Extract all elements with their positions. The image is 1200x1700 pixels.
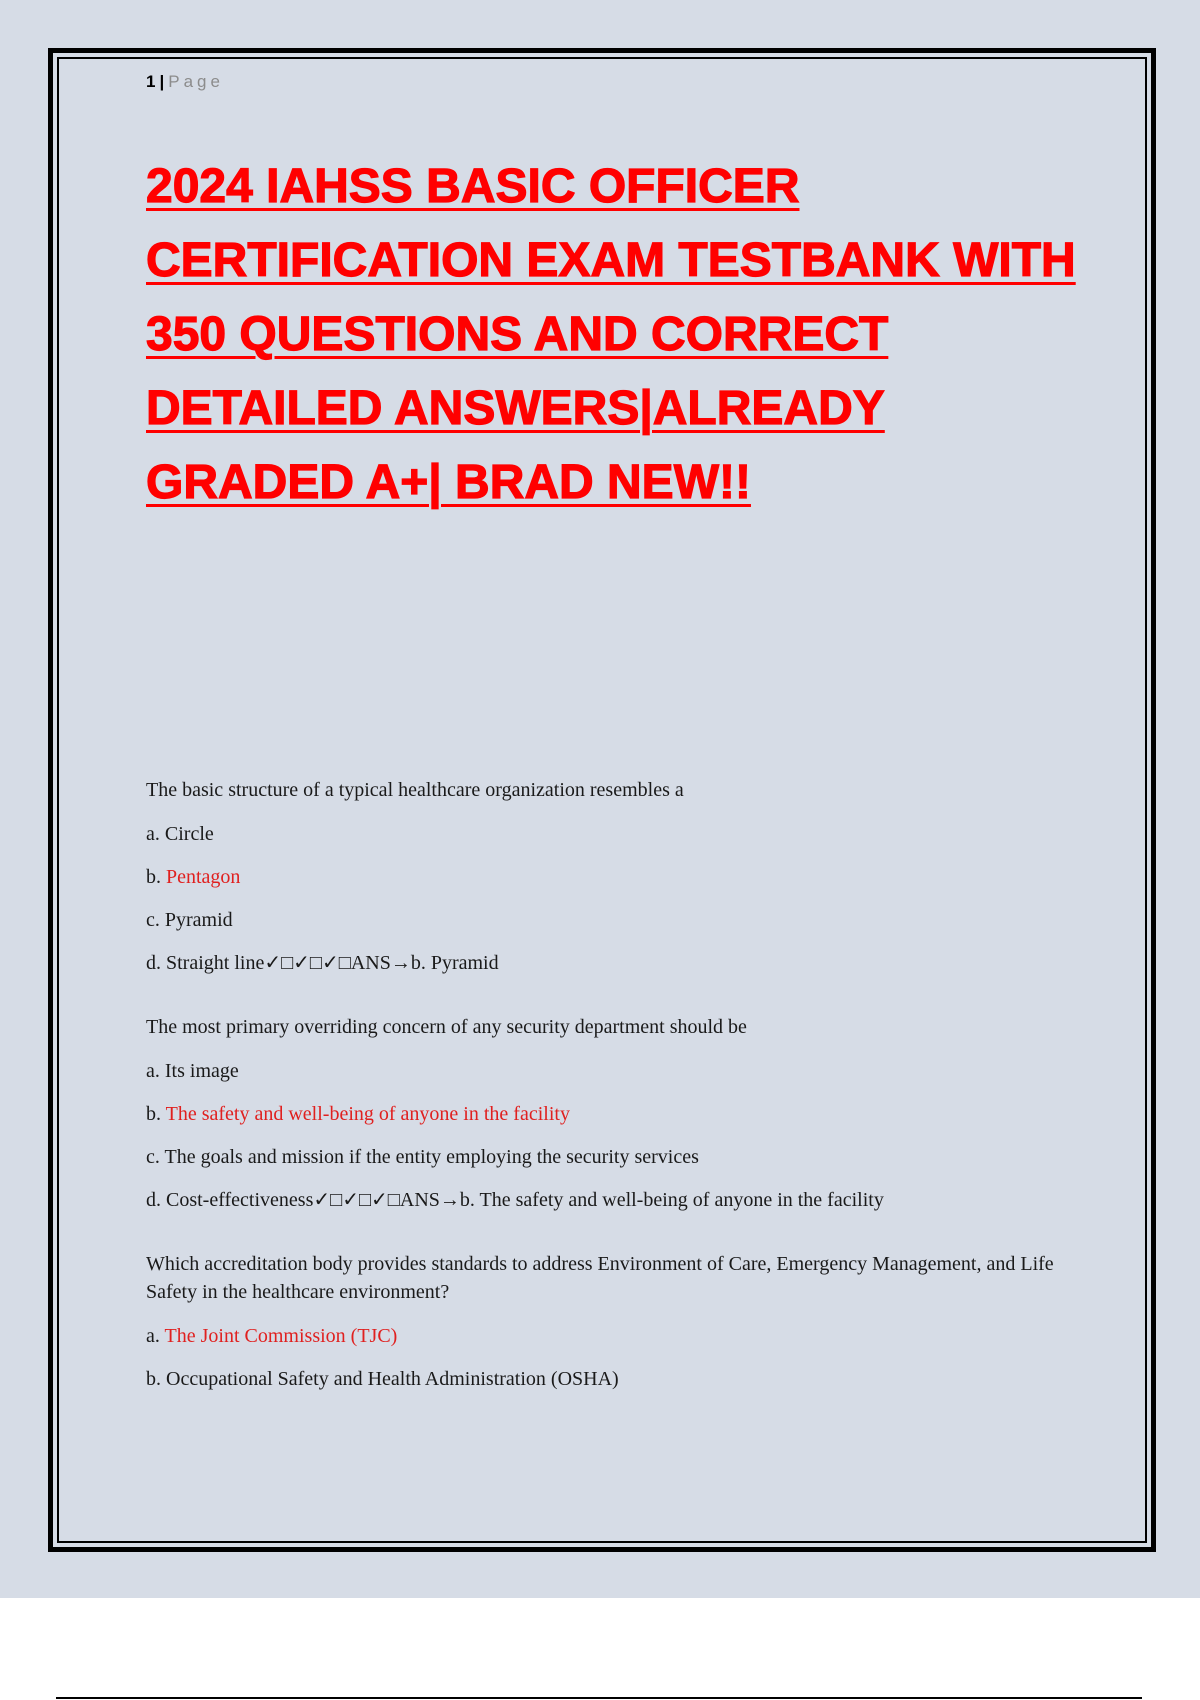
- option-label: d.: [146, 952, 161, 974]
- document-title: 2024 IAHSS BASIC OFFICER CERTIFICATION EXAM TESTBANK WITH 350 QUESTIONS AND CORRECT DETAILED ANSWERS|ALREADY GRADED A+| BRAD NEW!!: [146, 160, 1076, 509]
- option-b: [146, 1365, 1086, 1393]
- page-word: Page: [168, 72, 224, 91]
- option-text: Its image: [164, 1060, 239, 1082]
- option-a: [146, 1322, 1086, 1350]
- option-d: [146, 949, 1086, 977]
- question-3: [146, 1250, 1086, 1393]
- highlighted-answer: Pentagon: [166, 866, 241, 888]
- option-text: The goals and mission if the entity employing the security services: [164, 1146, 699, 1168]
- option-text: Pyramid: [164, 909, 233, 931]
- option-a: [146, 1057, 1086, 1085]
- highlighted-answer: The safety and well-being of anyone in the facility: [165, 1103, 570, 1125]
- option-d: [146, 1186, 1086, 1214]
- option-label: a.: [146, 823, 160, 845]
- option-label: b.: [146, 866, 161, 888]
- option-text: Cost-effectiveness✓□✓□✓□ANS→b. The safety and well-being of anyone in the facility: [166, 1189, 884, 1211]
- option-label: c.: [146, 1146, 160, 1168]
- question-text: The most primary overriding concern of any security department should be: [146, 1016, 747, 1038]
- option-c: [146, 906, 1086, 934]
- option-b: [146, 863, 1086, 891]
- page-number-header: [146, 72, 224, 92]
- option-label: b.: [146, 1103, 161, 1125]
- question-1: [146, 776, 1086, 977]
- bottom-divider: [56, 1697, 1142, 1699]
- option-text: Circle: [164, 823, 214, 845]
- option-text: Straight line✓□✓□✓□ANS→b. Pyramid: [166, 952, 499, 974]
- option-label: a.: [146, 1325, 160, 1347]
- option-b: [146, 1100, 1086, 1128]
- question-text: The basic structure of a typical healthcare organization resembles a: [146, 779, 684, 801]
- page-number: 1: [146, 72, 157, 91]
- option-label: d.: [146, 1189, 161, 1211]
- question-2: [146, 1013, 1086, 1214]
- option-text: Occupational Safety and Health Administration (OSHA): [166, 1368, 619, 1390]
- option-label: a.: [146, 1060, 160, 1082]
- option-a: [146, 820, 1086, 848]
- option-label: b.: [146, 1368, 161, 1390]
- option-label: c.: [146, 909, 160, 931]
- question-text: Which accreditation body provides standards to address Environment of Care, Emergency Management, and Life Safety in the healthcare environment?: [146, 1253, 1054, 1303]
- question-list: [146, 776, 1086, 1429]
- page-number-separator: |: [159, 72, 166, 91]
- option-c: [146, 1143, 1086, 1171]
- highlighted-answer: The Joint Commission (TJC): [164, 1325, 398, 1347]
